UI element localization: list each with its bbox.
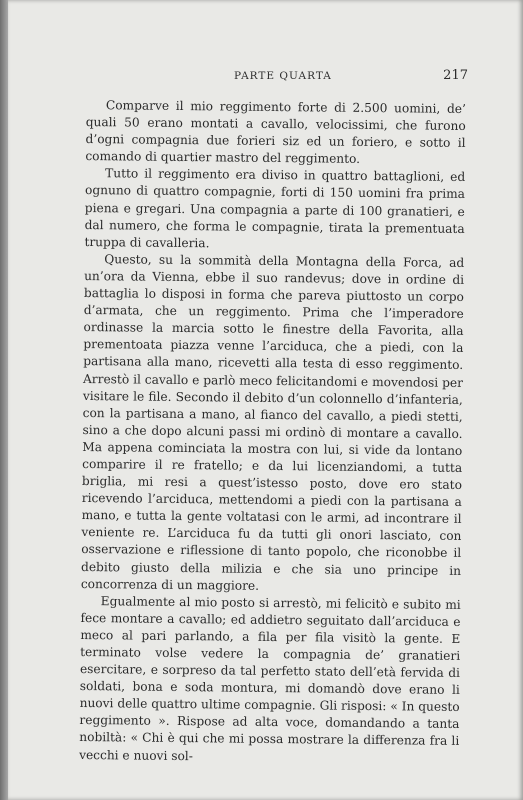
- page-edge: [0, 0, 8, 800]
- book-page: [8, 0, 523, 800]
- paragraph: Comparve il mio reggimento forte di 2.500 uomini, de’ quali 50 erano montati a cavallo, velocissimi, che furono d’ogni compagnia due forieri siz ed un foriero, e sotto il comando di quartier mastro del reggimento.: [85, 98, 466, 167]
- page-number: 217: [443, 68, 468, 83]
- page-header: [78, 68, 468, 90]
- paragraph: Questo, su la sommità della Montagna della Forca, ad un’ora da Vienna, ebbe il suo randevus; dove in ordine di battaglia lo disposi in forma che pareva piuttosto un corpo d’armata, che un reggimento. Prima che l’imperadore ordinasse la marcia sotto le finestre della Favorita, alla prementoata piazza venne l’arciduca, che a piedi, con la partisana alla mano, ricevetti alla testa di esso reggimento. Arrestò il cavallo e parlò meco felicitandomi e movendosi per visitare le file. Secondo il debito d’un colonnello d’infanteria, con la partisana a mano, al fianco del cavallo, a piedi stetti, sino a che dopo alcuni passi mi ordinò di montare a cavallo. Ma appena cominciata la mostra con lui, si vide da lontano comparire il re fratello; e da lui licenziandomi, a tutta briglia, mi resi a quest’istesso posto, dove ero stato ricevendo l’arciduca, mettendomi a piedi con la partisana a mano, e tutta la gente voltatasi con le armi, ad incontrare il veniente re. L’arciduca fu da tutti gli onori lasciato, con osservazione e riflessione di tanto popolo, che riconobbe il debito giusto della milizia e che sia uno principe in concorrenza di un maggiore.: [80, 252, 465, 593]
- running-head: PARTE QUARTA: [234, 70, 332, 82]
- paragraph: Egualmente al mio posto si arrestò, mi felicitò e subito mi fece montare a cavallo; ed addietro seguitato dall’arciduca e meco al pari parlando, a fila per fila visitò la gente. E terminato volse vedere la compagnia de’ granatieri esercitare, e sorpreso da tal perfetto stato dell’età fervida di soldati, bona e soda montura, mi domandò dove erano li nuovi delle quattro ultime compagnie. Gli risposi: « In questo reggimento ». Rispose ad alta voce, domandando a tanta nobiltà: « Chi è qui che mi possa mostrare la differenza fra li vecchi e nuovi sol-: [79, 593, 461, 763]
- paragraph: Tutto il reggimento era diviso in quattro battaglioni, ed ognuno di quattro compagnie, forti di 150 uomini fra prima piena e gregari. Una compagnia a parte di 100 granatieri, e dal numero, che forma le compagnie, tirata la prementuata truppa di cavalleria.: [84, 166, 466, 251]
- body-text: [79, 97, 466, 768]
